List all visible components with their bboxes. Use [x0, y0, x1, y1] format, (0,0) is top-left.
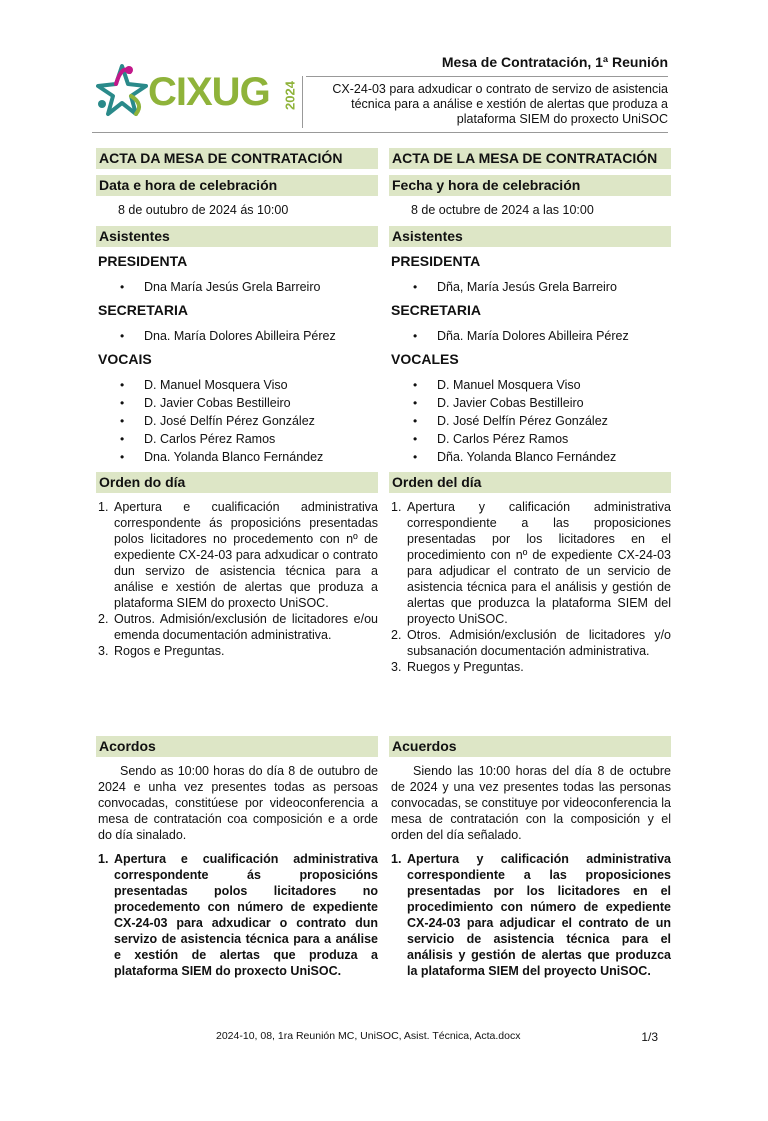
attendees-heading: Asistentes — [96, 226, 378, 247]
list-item: • Dna. María Dolores Abilleira Pérez — [96, 327, 378, 345]
list-item: • D. Javier Cobas Bestilleiro — [389, 394, 671, 412]
secretary-list — [389, 327, 671, 345]
logo-text: CIXUG — [148, 70, 270, 114]
list-item: 2. Otros. Admisión/exclusión de licitadores y/o subsanación documentación administrativa. — [391, 628, 671, 658]
star-logo-icon — [96, 60, 148, 120]
footer-filename: 2024-10, 08, 1ra Reunión MC, UniSOC, Asist. Técnica, Acta.docx — [216, 1030, 521, 1042]
vocals-label: VOCAIS — [98, 351, 152, 367]
secretary-label: SECRETARIA — [98, 302, 188, 318]
vocals-list — [389, 376, 671, 466]
section-title: ACTA DE LA MESA DE CONTRATACIÓN — [389, 148, 671, 169]
attendees-heading: Asistentes — [389, 226, 671, 247]
president-label: PRESIDENTA — [98, 253, 188, 269]
president-list — [96, 278, 378, 296]
agenda-list — [389, 499, 671, 675]
agreements-intro: Sendo as 10:00 horas do día 8 de outubro de 2024 e unha vez presentes todas as persoas convocadas, constitúese por videoconferencia a mesa de contratación coa composición e a orde do día sinalado. — [98, 764, 378, 842]
document-subtitle: CX-24-03 para adxudicar o contrato de servizo de asistencia técnica para a análise e xestión de alertas que produza a plataforma SIEM do proxecto UniSOC — [332, 82, 668, 126]
agreement-item: 1. Apertura y calificación administrativa correspondiente a las proposiciones presentadas por los licitadores en el procedimiento con número de expediente CX-24-03 para adjudicar el contrato de un servicio de asistencia técnica para el análisis y gestión de alertas que produzca la plataforma SIEM del proyecto UniSOC. — [391, 852, 671, 978]
list-item: • Dña. Yolanda Blanco Fernández — [389, 448, 671, 466]
list-item: • Dña, María Jesús Grela Barreiro — [389, 278, 671, 296]
date-heading: Fecha y hora de celebración — [389, 175, 671, 196]
list-item: • D. Manuel Mosquera Viso — [389, 376, 671, 394]
list-item: • D. Carlos Pérez Ramos — [389, 430, 671, 448]
header-divider — [302, 76, 303, 128]
list-item: • D. Carlos Pérez Ramos — [96, 430, 378, 448]
list-item: 2. Outros. Admisión/exclusión de licitadores e/ou emenda documentación administrativa. — [98, 612, 378, 642]
agenda-heading: Orden do día — [96, 472, 378, 493]
list-item: • Dna. Yolanda Blanco Fernández — [96, 448, 378, 466]
vocals-list — [96, 376, 378, 466]
column-galician — [96, 148, 378, 659]
president-label: PRESIDENTA — [391, 253, 481, 269]
agreements-intro: Siendo las 10:00 horas del día 8 de octubre de 2024 y una vez presentes todas las personas convocadas, se constituye por videoconferencia la mesa de contratación con la composición y el orden del día señalado. — [391, 764, 671, 842]
list-item: • Dna María Jesús Grela Barreiro — [96, 278, 378, 296]
page-number: 1/3 — [641, 1030, 658, 1044]
column-spanish-agreements — [389, 736, 671, 979]
date-value: 8 de outubro de 2024 ás 10:00 — [118, 203, 289, 217]
secretary-list — [96, 327, 378, 345]
secretary-label: SECRETARIA — [391, 302, 481, 318]
date-value: 8 de octubre de 2024 a las 10:00 — [411, 203, 594, 217]
list-item: 3. Ruegos y Preguntas. — [391, 660, 524, 674]
header-rule-bottom — [92, 132, 668, 133]
agenda-list — [96, 499, 378, 659]
agenda-heading: Orden del día — [389, 472, 671, 493]
header-rule — [306, 76, 668, 77]
list-item: 3. Rogos e Preguntas. — [98, 644, 225, 658]
date-heading: Data e hora de celebración — [96, 175, 378, 196]
list-item: 1. Apertura e cualificación administrativa correspondente ás proposicións presentadas polos licitadores no procedemento con nº de expediente CX-24-03 para adxudicar o contrato dun servizo de asistencia técnica para a análise e xestión de alertas que produza a plataforma SIEM do proxecto UniSOC. — [98, 500, 378, 610]
document-title: Mesa de Contratación, 1ª Reunión — [441, 54, 668, 70]
list-item: • Dña. María Dolores Abilleira Pérez — [389, 327, 671, 345]
vocals-label: VOCALES — [391, 351, 459, 367]
agreements-heading: Acuerdos — [389, 736, 671, 757]
logo-year: 2024 — [282, 81, 298, 110]
list-item: • D. Manuel Mosquera Viso — [96, 376, 378, 394]
column-spanish — [389, 148, 671, 675]
list-item: • D. José Delfín Pérez González — [389, 412, 671, 430]
list-item: • D. Javier Cobas Bestilleiro — [96, 394, 378, 412]
list-item: • D. José Delfín Pérez González — [96, 412, 378, 430]
page-header — [92, 48, 668, 134]
cixug-logo — [96, 60, 306, 120]
list-item: 1. Apertura y calificación administrativa correspondiente a las proposiciones presentadas por los licitadores en el procedimiento con nº de expediente CX-24-03 para adjudicar el contrato de un servicio de asistencia técnica para el análisis y gestión de alertas que produzca la plataforma SIEM del proyecto UniSOC. — [391, 500, 671, 626]
section-title: ACTA DA MESA DE CONTRATACIÓN — [96, 148, 378, 169]
agreement-item: 1. Apertura e cualificación administrativa correspondente ás proposicións presentadas polos licitadores no procedemento con número de expediente CX-24-03 para adxudicar o contrato dun servizo de asistencia técnica para a análise e xestión de alertas que produza a plataforma SIEM do proxecto UniSOC. — [98, 852, 378, 978]
agreements-heading: Acordos — [96, 736, 378, 757]
president-list — [389, 278, 671, 296]
column-galician-agreements — [96, 736, 378, 979]
